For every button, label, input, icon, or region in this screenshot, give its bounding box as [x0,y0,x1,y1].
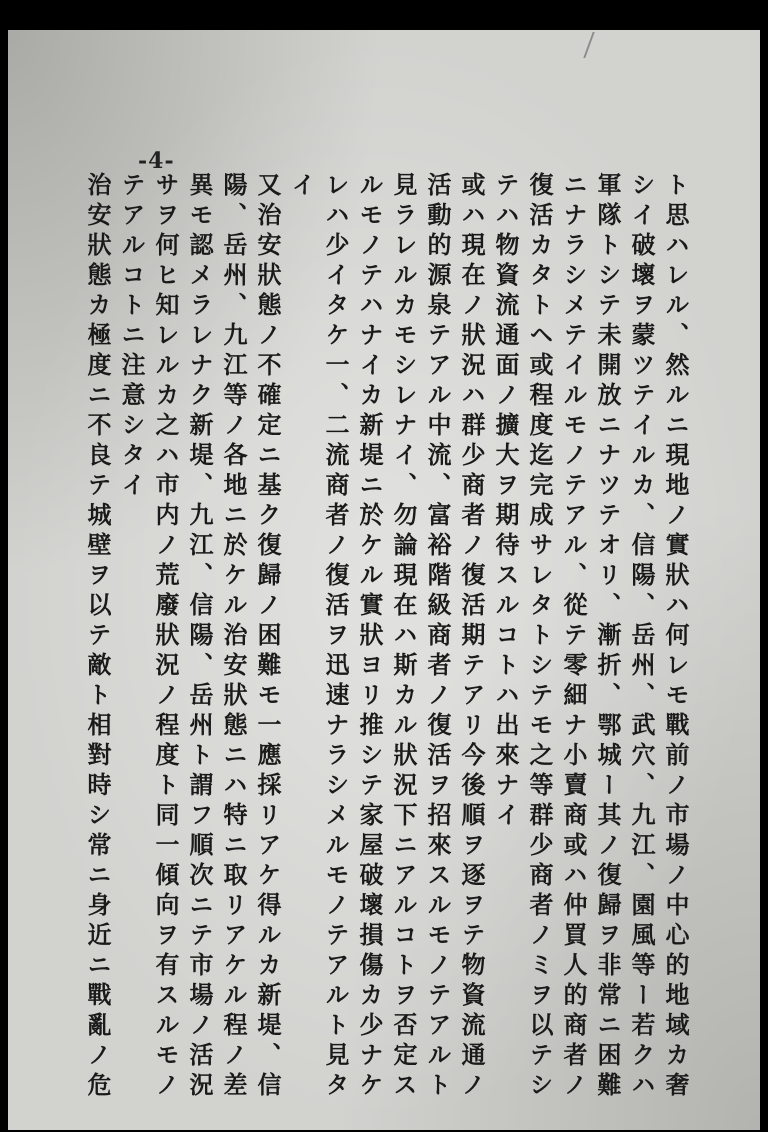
text-column: 活動的源泉テアル中流、富裕階級商者ノ復活ヲ招來スルモノテアルト [423,172,452,1102]
text-column: ト思ハレル、然ルニ現地ノ實狀ハ何レモ戰前ノ市場ノ中心的地域カ奢 [661,172,690,1102]
page-number: -4- [138,148,175,174]
vertical-text-block [83,172,692,1102]
text-column: イ [287,172,316,202]
text-column: 或ハ現在ノ狀況ハ群少商者ノ復活期テアリ今後順ヲ逐ヲテ物資流通ノ [457,172,486,1102]
text-column: 軍隊トシテ未開放ニナツテオリ、漸折、鄂城ー其ノ復歸ヲ非常ニ困難 [593,172,622,1102]
text-column: 異モ認メラレナク新堤、九江、信陽、岳州ト謂フ順次ニテ市場ノ活況 [185,172,214,1102]
text-column: ルモノテハナイカ新堤ニ於ケル實狀ヨリ推シテ家屋破壞損傷カ少ナケ [355,172,384,1102]
text-column: 復活カタトヘ或程度迄完成サレタトシテモ之等群少商者ノミヲ以テシ [525,172,554,1102]
text-column: ニナラシメテイルモノテアル、從テ零細ナ小賣商或ハ仲買人的商者ノ [559,172,588,1102]
text-column: 陽、岳州、九江等ノ各地ニ於ケル治安狀態ニハ特ニ取リアケル程ノ差 [219,172,248,1102]
text-column: 治安狀態カ極度ニ不良テ城壁ヲ以テ敵ト相對時シ常ニ身近ニ戰亂ノ危 [83,172,112,1102]
text-column: テハ物資流通面ノ擴大ヲ期待スルコトハ出來ナイ [491,172,520,832]
text-column: 見ラレルカモシレナイ、勿論現在ハ斯カル狀況下ニアルコトヲ否定ス [389,172,418,1102]
text-column: レハ少イタケ一、二流商者ノ復活ヲ迅速ナラシメルモノテアルト見タ [321,172,350,1102]
text-column: サヲ何ヒ知レルカ之ハ市内ノ荒廢狀況ノ程度ト同一傾向ヲ有スルモノ [151,172,180,1102]
text-column: シイ破壞ヲ蒙ツテイルカ、信陽、岳州、武穴、九江、園風等ー若クハ [627,172,656,1102]
text-column: 又治安狀態ノ不確定ニ基ク復歸ノ困難モ一應採リアケ得ルカ新堤、信 [253,172,282,1102]
page-tear [583,32,634,58]
text-column: テアルコトニ注意シタイ [117,172,146,502]
document-page [8,30,760,1130]
